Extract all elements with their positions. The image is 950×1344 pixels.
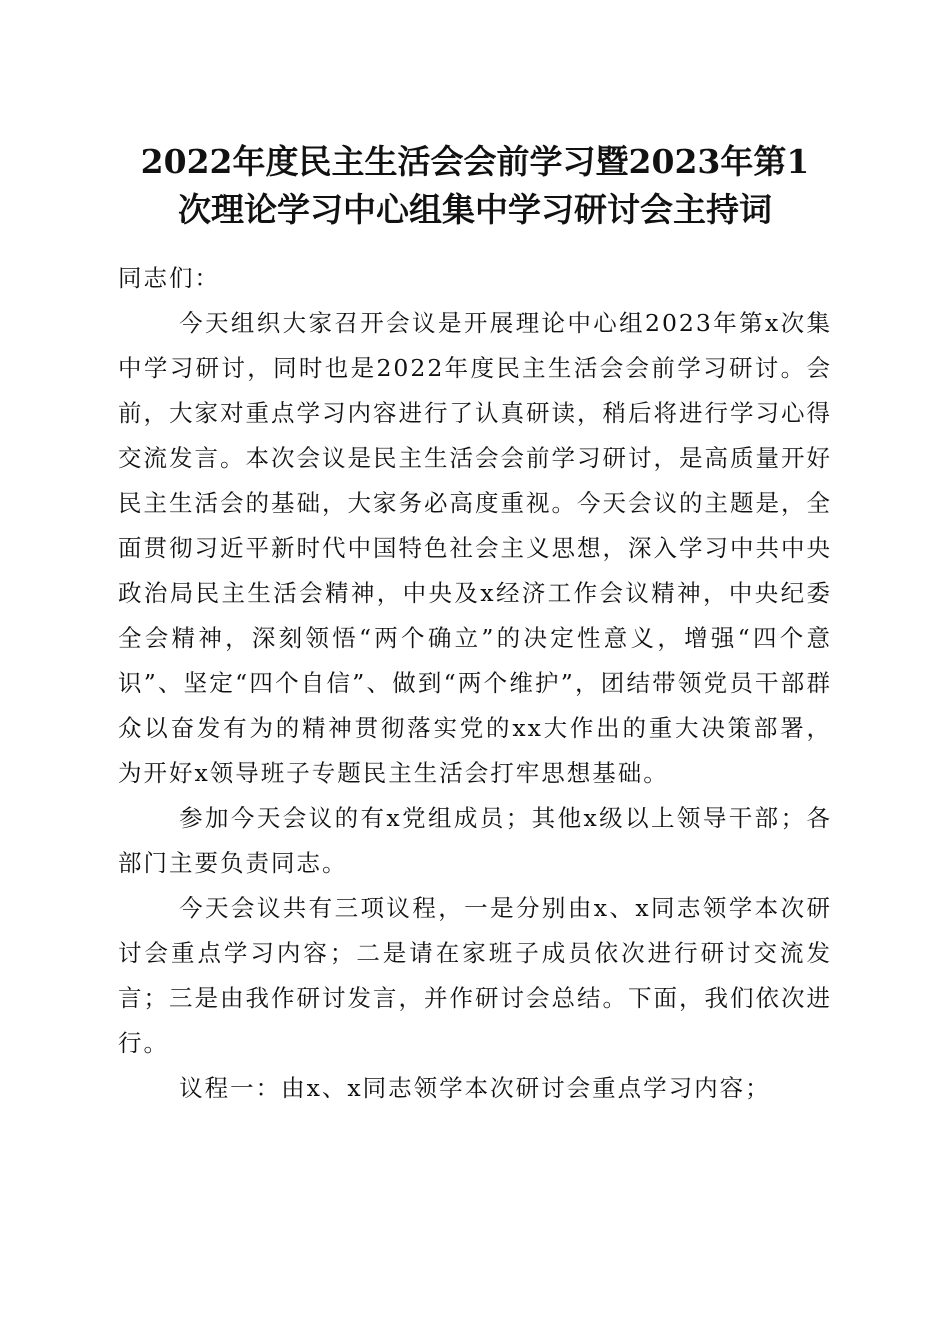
title-line-1: 2022年度民主生活会会前学习暨2023年第1 (140, 142, 810, 181)
title-line-2: 次理论学习中心组集中学习研讨会主持词 (178, 190, 772, 229)
document-title (118, 138, 832, 234)
salutation: 同志们： (118, 264, 220, 292)
paragraph-agenda-item-1: 议程一：由x、x同志领学本次研讨会重点学习内容； (179, 1074, 771, 1102)
paragraph-intro: 今天组织大家召开会议是开展理论中心组2023年第x次集中学习研讨，同时也是2022年度民主生活会会前学习研讨。会前，大家对重点学习内容进行了认真研读，稍后将进行学习心得交流发言。本次会议是民主生活会会前学习研讨，是高质量开好民主生活会的基础，大家务必高度重视。今天会议的主题是，全面贯彻习近平新时代中国特色社会主义思想，深入学习中共中央政治局民主生活会精神，中央及x经济工作会议精神，中央纪委全会精神，深刻领悟“两个确立”的决定性意义，增强“四个意识”、坚定“四个自信”、做到“两个维护”，团结带领党员干部群众以奋发有为的精神贯彻落实党的xx大作出的重大决策部署，为开好x领导班子专题民主生活会打牢思想基础。 (118, 309, 832, 787)
paragraph-attendees: 参加今天会议的有x党组成员；其他x级以上领导干部；各部门主要负责同志。 (118, 804, 832, 877)
paragraph-agenda: 今天会议共有三项议程，一是分别由x、x同志领学本次研讨会重点学习内容；二是请在家班子成员依次进行研讨交流发言；三是由我作研讨发言，并作研讨会总结。下面，我们依次进行。 (118, 894, 832, 1057)
document-body (118, 256, 832, 1111)
